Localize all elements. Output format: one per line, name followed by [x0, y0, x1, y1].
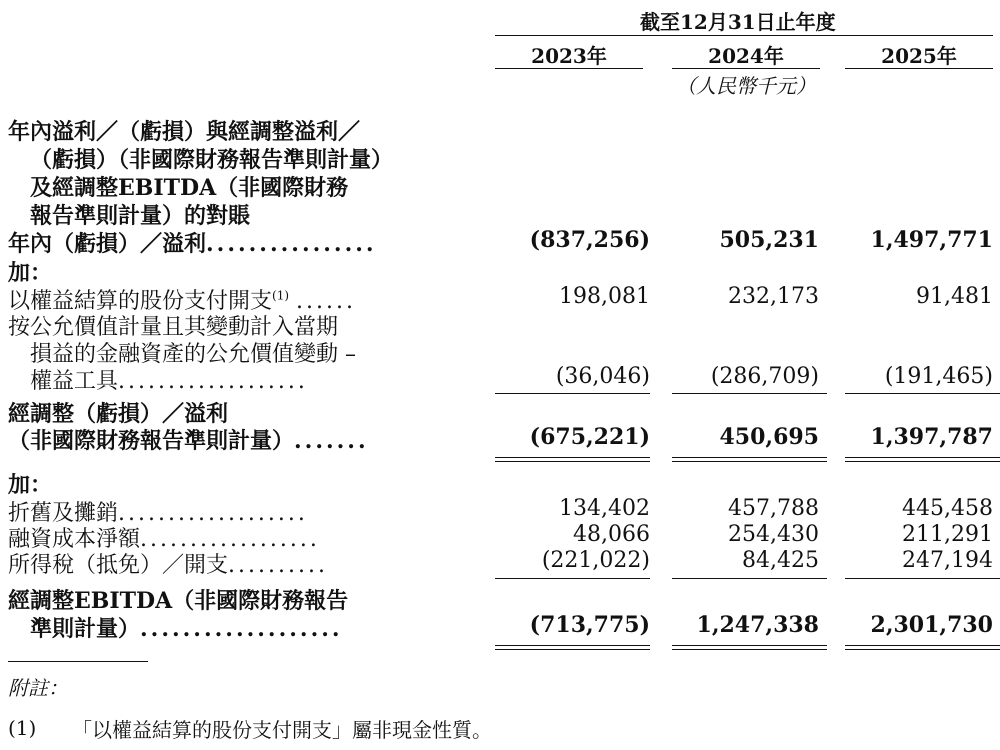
fv-row-label-3	[30, 364, 308, 395]
adj-double-rule-2023-a	[495, 457, 650, 458]
sbc-2024: 232,173	[728, 284, 819, 309]
notes-heading: 附註：	[8, 676, 68, 700]
tax-rule-2025	[845, 578, 1000, 579]
ebitda-2023: (713,775)	[529, 612, 650, 638]
tax-rule-2023	[495, 578, 650, 579]
da-2023: 134,402	[559, 496, 650, 521]
finance-label: 融資成本淨額	[8, 527, 141, 552]
ebitda-label-line-2: 準則計量）	[30, 616, 141, 642]
fv-label-line-1: 按公允價值計量且其變動計入當期	[8, 315, 339, 340]
tax-2023: (221,022)	[541, 548, 650, 573]
adj-double-rule-2025-b	[845, 461, 1000, 462]
ebitda-2024: 1,247,338	[696, 612, 819, 638]
finance-2023: 48,066	[573, 522, 650, 547]
notes-separator	[8, 661, 148, 662]
section-title-line-3: 及經調整EBITDA（非國際財務	[30, 175, 349, 201]
sbc-dots: ......	[296, 289, 356, 314]
fv-2024: (286,709)	[710, 364, 819, 389]
adj-double-rule-2024-a	[672, 457, 827, 458]
sbc-2023: 198,081	[559, 284, 650, 309]
sbc-note-ref: (1)	[272, 288, 290, 303]
ebitda-double-rule-2024-b	[672, 649, 827, 650]
da-dots: ...................	[118, 501, 308, 526]
adj-profit-dots: .......	[294, 428, 369, 454]
fv-2025: (191,465)	[884, 364, 993, 389]
year-2023-rule	[495, 68, 643, 69]
adj-double-rule-2023-b	[495, 461, 650, 462]
tax-dots: ..........	[228, 553, 328, 578]
ebitda-dots: ...................	[140, 616, 343, 642]
note-1-text: 「以權益結算的股份支付開支」屬非現金性質。	[72, 718, 492, 742]
fv-label-line-3: 權益工具	[30, 369, 119, 394]
fv-rule-2024	[672, 393, 827, 394]
ebitda-double-rule-2024-a	[672, 645, 827, 646]
ebitda-label-line-1: 經調整EBITDA（非國際財務報告	[8, 588, 349, 614]
tax-2024: 84,425	[742, 548, 819, 573]
header-rule	[495, 35, 993, 36]
adj-double-rule-2025-a	[845, 457, 1000, 458]
add-label-2: 加：	[8, 472, 53, 498]
year-2024-header: 2024年	[708, 44, 784, 68]
profit-2024: 505,231	[719, 227, 819, 253]
year-2024-rule	[672, 68, 820, 69]
section-title-line-1: 年內溢利／（虧損）與經調整溢利／	[8, 119, 361, 145]
period-header: 截至12月31日止年度	[640, 10, 836, 34]
adj-double-rule-2024-b	[672, 461, 827, 462]
adj-profit-2023: (675,221)	[529, 424, 650, 450]
unit-label: （人民幣千元）	[676, 74, 816, 98]
ebitda-2025: 2,301,730	[870, 612, 993, 638]
ebitda-double-rule-2025-a	[845, 645, 1000, 646]
profit-2023: (837,256)	[529, 227, 650, 253]
ebitda-double-rule-2023-b	[495, 649, 650, 650]
finance-dots: ..................	[140, 527, 320, 552]
year-2025-rule	[845, 68, 993, 69]
da-2025: 445,458	[902, 496, 993, 521]
sbc-label: 以權益結算的股份支付開支	[8, 289, 273, 314]
sbc-2025: 91,481	[916, 284, 993, 309]
fv-rule-2023	[495, 393, 650, 394]
ebitda-double-rule-2025-b	[845, 649, 1000, 650]
adj-profit-label-line-2: （非國際財務報告準則計量）	[8, 428, 295, 454]
adj-profit-row-label-2	[8, 424, 369, 455]
profit-row-label	[8, 227, 377, 258]
finance-2024: 254,430	[728, 522, 819, 547]
profit-2025: 1,497,771	[870, 227, 993, 253]
tax-label: 所得稅（抵免）／開支	[8, 553, 229, 578]
fv-rule-2025	[845, 393, 1000, 394]
note-1-number: (1)	[8, 716, 37, 740]
section-title-line-4: 報告準則計量）的對賬	[30, 203, 251, 229]
finance-2025: 211,291	[902, 522, 993, 547]
adj-profit-2024: 450,695	[719, 424, 819, 450]
section-title-line-2: （虧損）（非國際財務報告準則計量）	[30, 147, 394, 173]
da-2024: 457,788	[728, 496, 819, 521]
da-label: 折舊及攤銷	[8, 501, 119, 526]
tax-rule-2024	[672, 578, 827, 579]
add-label-1: 加：	[8, 260, 53, 286]
adj-profit-2025: 1,397,787	[870, 424, 993, 450]
fv-2023: (36,046)	[555, 364, 650, 389]
fv-dots: ...................	[118, 369, 308, 394]
profit-label: 年內（虧損）／溢利	[8, 231, 207, 257]
fv-label-line-2: 損益的金融資產的公允價值變動 –	[30, 342, 356, 367]
year-2023-header: 2023年	[531, 44, 607, 68]
ebitda-double-rule-2023-a	[495, 645, 650, 646]
tax-row-label	[8, 548, 328, 579]
ebitda-row-label-2	[30, 612, 343, 643]
year-2025-header: 2025年	[881, 44, 957, 68]
adj-profit-label-line-1: 經調整（虧損）／溢利	[8, 401, 229, 427]
profit-dots: ................	[206, 231, 377, 257]
tax-2025: 247,194	[902, 548, 993, 573]
